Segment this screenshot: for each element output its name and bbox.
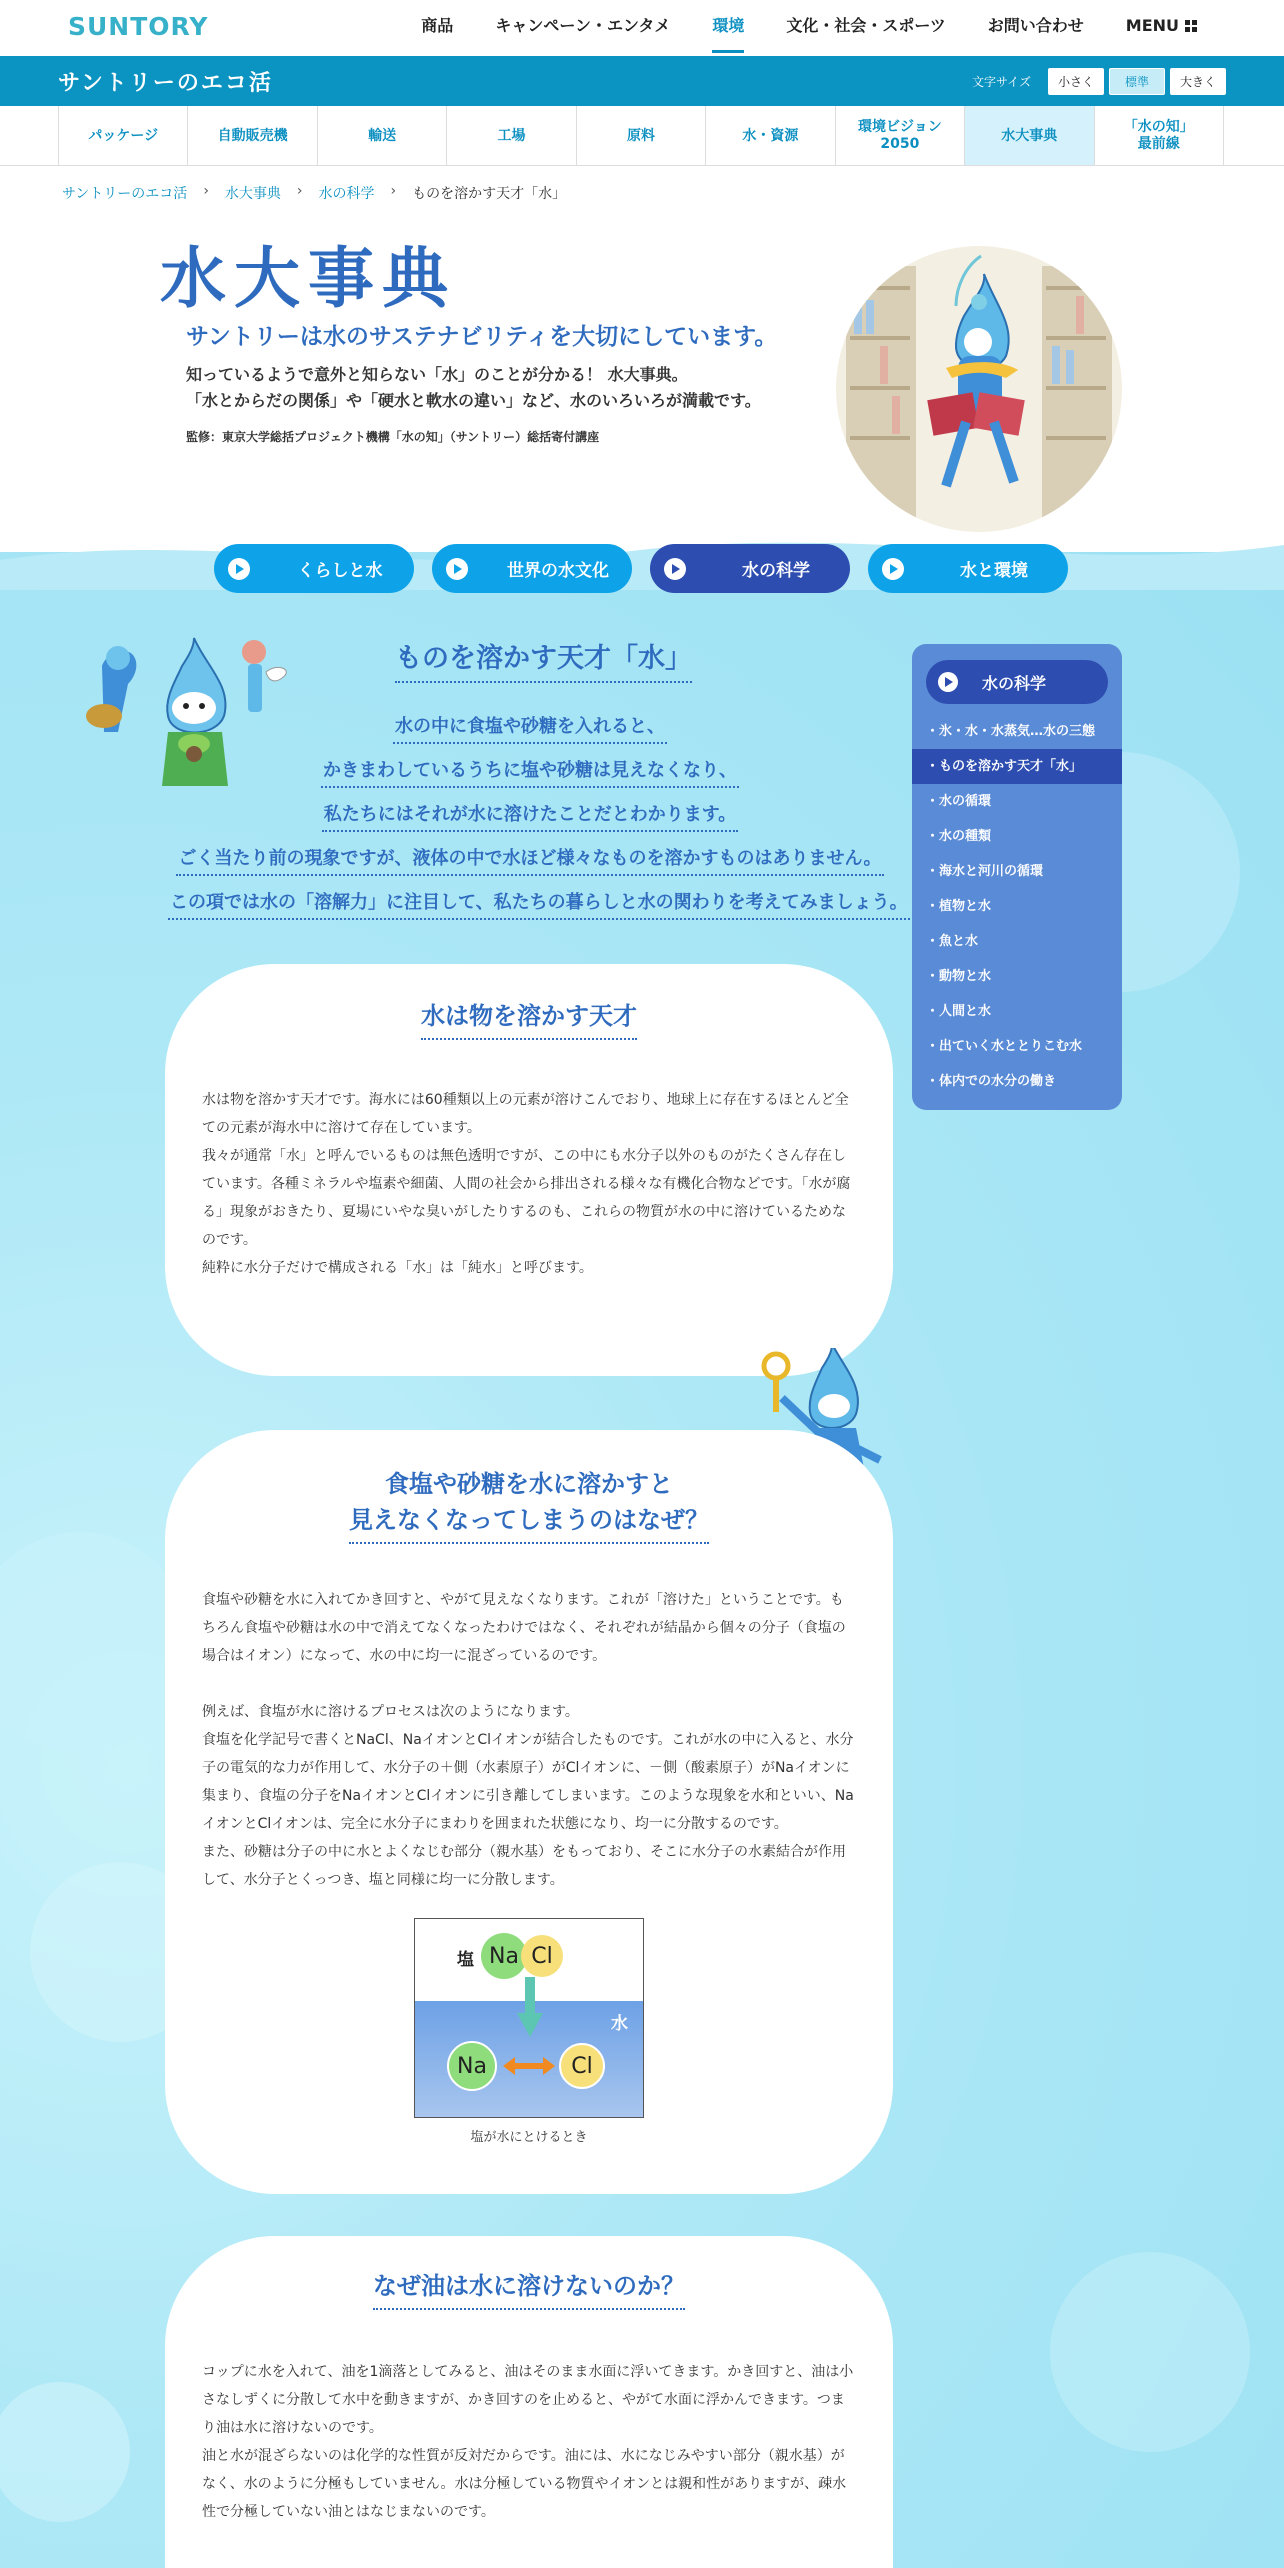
- category-world-culture[interactable]: [432, 544, 632, 593]
- figure-caption: 塩が水にとけるとき: [470, 2130, 588, 2145]
- hero-lead: サントリーは水のサステナビリティを大切にしています。: [186, 324, 778, 350]
- intro-line: 水の中に食塩や砂糖を入れると、: [393, 712, 667, 744]
- chevron-right-icon: ›: [390, 183, 397, 199]
- font-size-switcher: [972, 68, 1226, 95]
- section-card: [165, 964, 893, 1376]
- salt-dissolving-figure: [414, 1918, 644, 2118]
- intro-line: ごく当たり前の現象ですが、液体の中で水ほど様々なものを溶かすものはありません。: [176, 844, 883, 876]
- section-heading: [165, 998, 893, 1040]
- section-title[interactable]: サントリーのエコ活: [58, 71, 273, 96]
- category-label: 水と環境: [960, 561, 1028, 581]
- sidebar-item[interactable]: ・海水と河川の循環: [926, 864, 1044, 879]
- double-arrow-icon: [501, 2055, 557, 2077]
- subnav-water-knowledge[interactable]: 「水の知」 最前線: [1095, 106, 1224, 166]
- subnav-water-dictionary[interactable]: 水大事典: [965, 106, 1094, 166]
- nav-products[interactable]: 商品: [421, 16, 454, 35]
- hero-intro-line: 知っているようで意外と知らない「水」のことが分かる！ 水大事典。: [186, 365, 688, 384]
- section-heading: [165, 1466, 893, 1502]
- hero-intro-line: 「水とからだの関係」や「硬水と軟水の違い」など、水のいろいろが満載です。: [186, 391, 761, 410]
- font-large-button[interactable]: 大きく: [1170, 68, 1226, 95]
- na-ion-dissolved: Na: [447, 2041, 497, 2091]
- category-science[interactable]: [650, 544, 850, 593]
- section-heading-text: 見えなくなってしまうのはなぜ？: [349, 1502, 709, 1544]
- font-small-button[interactable]: 小さく: [1048, 68, 1104, 95]
- sidebar-item[interactable]: ・体内での水分の働き: [926, 1074, 1057, 1089]
- play-icon: [664, 558, 686, 580]
- science-sidebar: [912, 644, 1122, 1110]
- category-living[interactable]: [214, 544, 414, 593]
- play-icon: [228, 558, 250, 580]
- nav-contact[interactable]: お問い合わせ: [987, 16, 1084, 35]
- nav-campaign[interactable]: キャンペーン・エンタメ: [495, 16, 671, 35]
- page-heading: 水大事典: [160, 240, 456, 317]
- font-normal-button[interactable]: 標準: [1109, 68, 1165, 95]
- section-heading: [165, 2268, 893, 2310]
- nav-environment[interactable]: 環境: [691, 0, 765, 56]
- font-size-label: 文字サイズ: [971, 75, 1031, 89]
- play-icon: [938, 672, 958, 692]
- sidebar-item[interactable]: ・水の循環: [926, 794, 992, 809]
- section-text: 食塩や砂糖を水に入れてかき回すと、やがて見えなくなります。これが「溶けた」ということです。もちろん食塩や砂糖は水の中で消えてなくなったわけではなく、それぞれが結晶から個々の分子（食塩の場合はイオン）になって、水の中に均一に混ざっているのです。: [202, 1592, 846, 1664]
- subnav-material[interactable]: 原料: [577, 106, 706, 166]
- chevron-right-icon: ›: [203, 183, 209, 199]
- global-nav: [400, 0, 1218, 56]
- subnav-vision-2050[interactable]: 環境ビジョン 2050: [836, 106, 965, 166]
- subnav-vending[interactable]: 自動販売機: [188, 106, 317, 166]
- cl-ion: Cl: [521, 1935, 563, 1977]
- category-label: 水の科学: [742, 561, 810, 581]
- subnav-water-resources[interactable]: 水・資源: [706, 106, 835, 166]
- grid-icon: [1185, 20, 1197, 32]
- nav-culture[interactable]: 文化・社会・スポーツ: [786, 16, 946, 35]
- play-icon: [882, 558, 904, 580]
- category-label: 世界の水文化: [507, 561, 609, 581]
- chevron-right-icon: ›: [296, 183, 303, 199]
- breadcrumb-science[interactable]: 水の科学: [318, 186, 375, 202]
- sidebar-item-current[interactable]: ・ものを溶かす天才「水」: [912, 749, 1122, 784]
- subnav-package[interactable]: パッケージ: [59, 106, 188, 166]
- section-heading-text: 水は物を溶かす天才: [421, 998, 637, 1040]
- section-text: コップに水を入れて、油を1滴落としてみると、油はそのまま水面に浮いてきます。かき回すと、油は小さなしずくに分散して水中を動きますが、かき回すのを止めると、やがて水面に浮かんできます。つまり油は水に溶けないのです。 油と水が混ざらないのは化学的な性質が反対だからです。油には、水になじみやすい部分（親水基）がなく、水のように分極もしていません。水は分極している物質やイオンとは親和性がありますが、疎水性で分極していない油とはなじまないのです。: [202, 2364, 854, 2520]
- breadcrumb: [62, 183, 566, 203]
- sidebar-heading[interactable]: [926, 660, 1108, 704]
- intro-line: 私たちにはそれが水に溶けたことだとわかります。: [322, 800, 739, 832]
- sub-nav: [58, 106, 1224, 166]
- global-header: [0, 0, 1284, 56]
- breadcrumb-dictionary[interactable]: 水大事典: [224, 186, 281, 202]
- menu-label: MENU: [1125, 16, 1179, 35]
- play-icon: [446, 558, 468, 580]
- sidebar-item[interactable]: ・出ていく水ととりこむ水: [926, 1039, 1083, 1054]
- figure-label-salt: 塩: [457, 1950, 474, 1970]
- subnav-transport[interactable]: 輸送: [318, 106, 447, 166]
- hero-illustration: [836, 246, 1122, 532]
- breadcrumb-current: ものを溶かす天才「水」: [412, 186, 567, 202]
- section-text: 例えば、食塩が水に溶けるプロセスは次のようになります。 食塩を化学記号で書くとNaCl、NaイオンとClイオンが結合したものです。これが水の中に入ると、水分子の電気的な力が作用して、水分子の＋側（水素原子）がClイオンに、－側（酸素原子）がNaイオンに集まり、食塩の分子をNaイオンとClイオンに引き離してしまいます。このような現象を水和といい、NaイオンとClイオンは、完全に水分子にまわりを囲まれた状態になり、均一に分散するのです。 また、砂糖は分子の中に水とよくなじむ部分（親水基）をもっており、そこに水分子の水素結合が作用して、水分子とくっつき、塩と同様に均一に分散します。: [202, 1704, 854, 1888]
- section-heading: [165, 1502, 893, 1544]
- breadcrumb-eco[interactable]: サントリーのエコ活: [62, 186, 188, 202]
- sidebar-list: [912, 714, 1122, 1099]
- section-band: [0, 56, 1284, 106]
- sidebar-item[interactable]: ・氷・水・水蒸気…水の三態: [926, 724, 1096, 739]
- sidebar-item[interactable]: ・植物と水: [926, 899, 992, 914]
- supervision-note: 監修：東京大学総括プロジェクト機構「水の知」（サントリー）総括寄付講座: [186, 430, 600, 444]
- sidebar-item[interactable]: ・人間と水: [926, 1004, 992, 1019]
- sidebar-heading-label: 水の科学: [982, 673, 1047, 693]
- section-heading-text: なぜ油は水に溶けないのか？: [373, 2268, 685, 2310]
- hero-intro: [186, 362, 761, 414]
- intro-line: この項では水の「溶解力」に注目して、私たちの暮らしと水の関わりを考えてみましょう。: [168, 888, 910, 920]
- section-heading-text: 食塩や砂糖を水に溶かすと: [385, 1470, 673, 1498]
- sidebar-item[interactable]: ・動物と水: [926, 969, 992, 984]
- menu-button[interactable]: [1105, 0, 1218, 56]
- category-label: くらしと水: [297, 561, 383, 581]
- category-buttons: [214, 544, 1086, 593]
- article-intro: [168, 712, 908, 932]
- article-title: ものを溶かす天才「水」: [395, 636, 692, 683]
- section-text: 水は物を溶かす天才です。海水には60種類以上の元素が溶けこんでおり、地球上に存在するほとんど全ての元素が海水中に溶けて存在しています。 我々が通常「水」と呼んでいるものは無色透明ですが、この中にも水分子以外のものがたくさん存在しています。各種ミネラルや塩素や細菌、人間の社会から排出される様々な有機化合物などです。「水が腐る」現象がおきたり、夏場にいやな臭いがしたりするのも、これらの物質が水の中に溶けているためなのです。 純粋に水分子だけで構成される「水」は「純水」と呼びます。: [202, 1092, 851, 1276]
- divider: [0, 165, 1284, 166]
- arrow-down-icon: [515, 1977, 545, 2041]
- subnav-factory[interactable]: 工場: [447, 106, 576, 166]
- category-environment[interactable]: [868, 544, 1068, 593]
- na-ion: Na: [481, 1933, 527, 1979]
- cl-ion-dissolved: Cl: [559, 2043, 605, 2089]
- suntory-logo[interactable]: SUNTORY: [68, 12, 209, 41]
- sidebar-item[interactable]: ・魚と水: [926, 934, 979, 949]
- intro-line: かきまわしているうちに塩や砂糖は見えなくなり、: [321, 756, 739, 788]
- figure-label-water: 水: [611, 2014, 628, 2034]
- section-card: [165, 2236, 893, 2568]
- sidebar-item[interactable]: ・水の種類: [926, 829, 992, 844]
